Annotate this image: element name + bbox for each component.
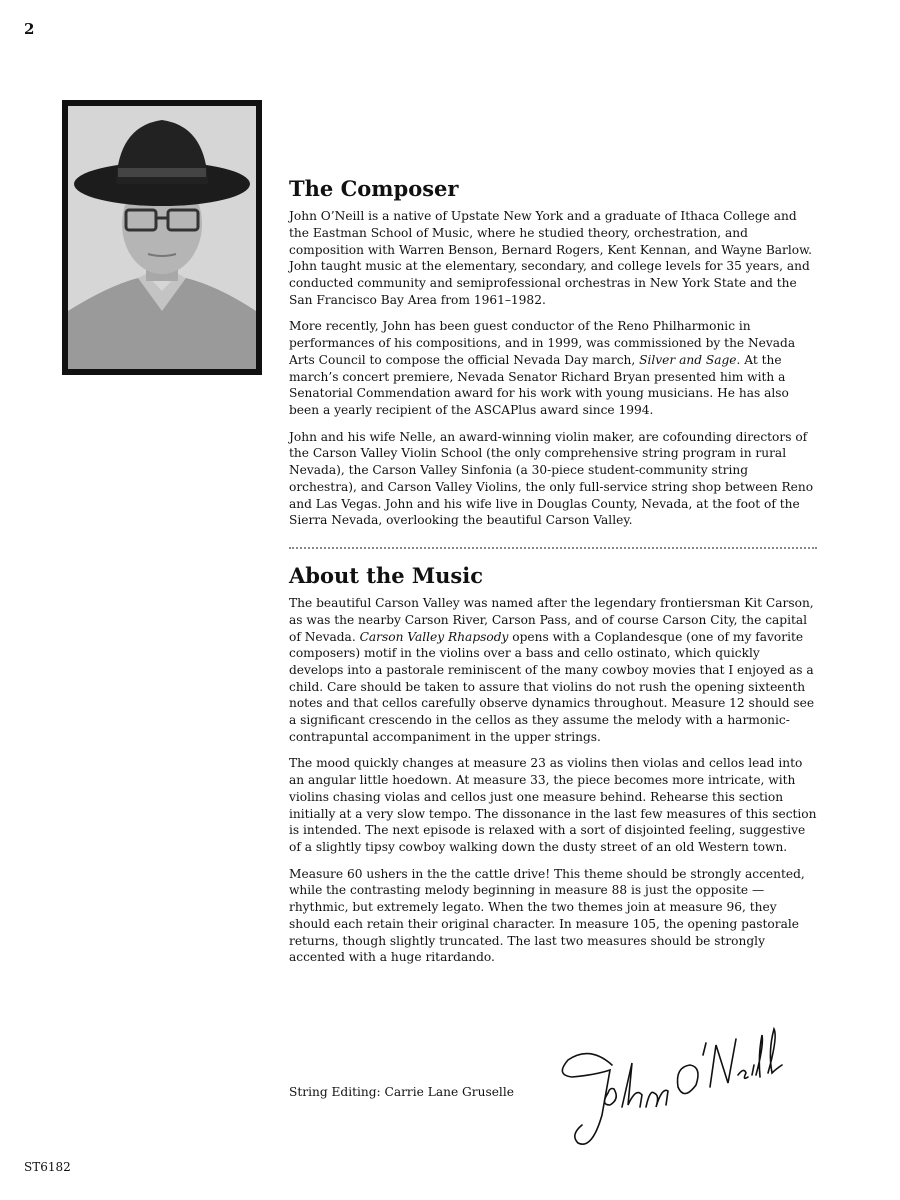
composer-paragraph-1: John O’Neill is a native of Upstate New York and a graduate of Ithaca College and the Eastman School of Music, where he studied theory, orchestration, and composition with Warren Benson, Bernard Rogers, Kent Kennan, and Wayne Barlow. John taught music at the elementary, secondary, and college levels for 35 years, and conducted community and semiprofessional orchestras in New York State and the San Francisco Bay Area from 1961–1982. bbox=[289, 209, 812, 307]
music-paragraph-1-text-a: The beautiful Carson Valley was named after the legendary frontiersman Kit Carson, as was the nearby Carson River, Carson Pass, and of course Carson City, the capital of Nevada. bbox=[289, 596, 814, 644]
string-editing-credit: String Editing: Carrie Lane Gruselle bbox=[289, 1085, 514, 1099]
music-heading: About the Music bbox=[289, 562, 484, 588]
composer-portrait-image bbox=[68, 106, 256, 369]
composer-signature bbox=[550, 1015, 790, 1160]
composer-paragraph-3: John and his wife Nelle, an award-winning violin maker, are cofounding directors of the Carson Valley Violin School (the only comprehensive string program in rural Nevada), the Carson Valley Sinfonia (a 30-piece student-community string orchestra), and Carson Valley Violins, the only full-service string shop between Reno and Las Vegas. John and his wife live in Douglas County, Nevada, at the foot of the Sierra Nevada, overlooking the beautiful Carson Valley. bbox=[289, 429, 814, 528]
march-title: Silver and Sage bbox=[639, 352, 737, 367]
page-number: 2 bbox=[24, 20, 35, 38]
section-divider bbox=[289, 547, 817, 549]
composer-paragraph-2-text-b: . At the march’s concert premiere, Nevada Senator Richard Bryan presented him with a Senatorial Commendation award for his work with young musicians. He has also been a yearly recipient of the ASCAPlus award since 1994. bbox=[289, 352, 789, 417]
composer-paragraph-2-text-a: More recently, John has been guest conductor of the Reno Philharmonic in performances of his compositions, and in 1999, was commissioned by the Nevada Arts Council to compose the official Nevada Day march, bbox=[289, 319, 796, 367]
music-paragraph-1 bbox=[289, 595, 817, 745]
composer-paragraph-2 bbox=[289, 318, 817, 418]
music-paragraph-1-text-b: opens with a Coplandesque (one of my favorite composers) motif in the violins over a bass and cello ostinato, which quickly develops into a pastorale reminiscent of the many cowboy movies that I enjoyed as a child. Care should be taken to assure that violins do not rush the opening sixteenth notes and that cellos carefully observe dynamics throughout. Measure 12 should see a significant crescendo in the cellos as they assume the melody with a harmonic-contrapuntal accompaniment in the upper strings. bbox=[289, 629, 815, 744]
main-content bbox=[289, 176, 817, 976]
composer-photo bbox=[62, 100, 262, 375]
music-paragraph-3: Measure 60 ushers in the the cattle drive! This theme should be strongly accented, while the contrasting melody beginning in measure 88 is just the opposite — rhythmic, but extremely legato. When the two themes join at measure 96, they should each retain their original character. In measure 105, the opening pastorale returns, though slightly truncated. The last two measures should be strongly accented with a huge ritardando. bbox=[289, 866, 805, 965]
catalog-code: ST6182 bbox=[24, 1160, 71, 1174]
piece-title: Carson Valley Rhapsody bbox=[359, 629, 509, 644]
composer-heading: The Composer bbox=[289, 176, 459, 201]
music-paragraph-2: The mood quickly changes at measure 23 as violins then violas and cellos lead into an angular little hoedown. At measure 33, the piece becomes more intricate, with violins chasing violas and cellos just one measure behind. Rehearse this section initially at a very slow tempo. The dissonance in the last few measures of this section is intended. The next episode is relaxed with a sort of disjointed feeling, suggestive of a slightly tipsy cowboy walking down the dusty street of an old Western town. bbox=[289, 756, 817, 854]
